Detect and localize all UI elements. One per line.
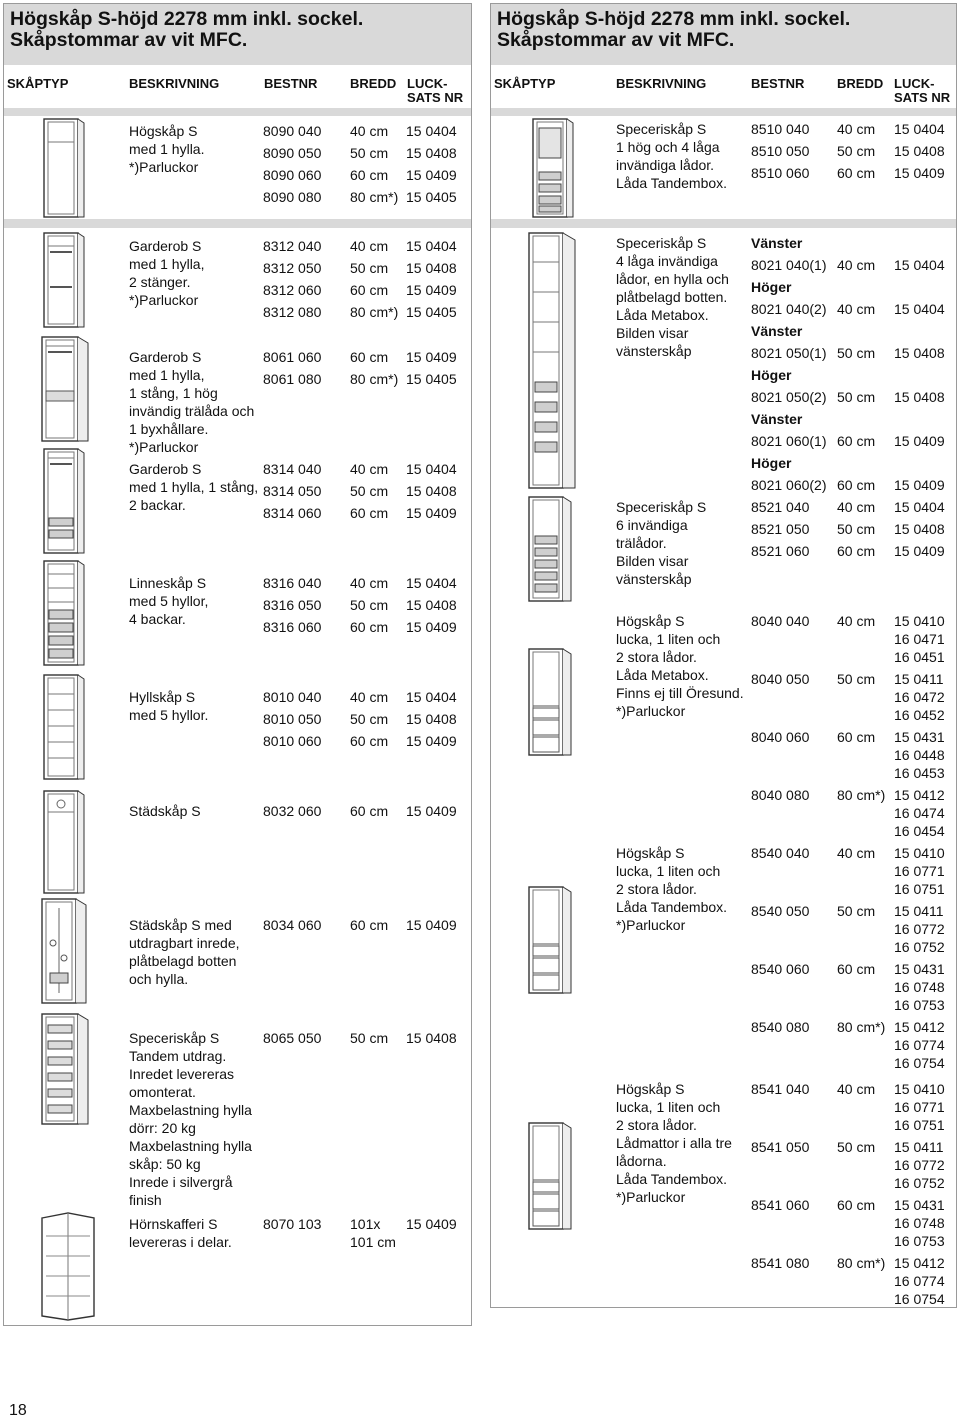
description-line: Speceriskåp S	[616, 121, 707, 137]
description-line: Maxbelastning hylla	[129, 1138, 252, 1154]
width-value: 80 cm*)	[350, 371, 399, 387]
description-line: Låda Metabox.	[616, 307, 709, 323]
door-set-number: 16 0752	[894, 1175, 945, 1191]
width-value: 60 cm	[350, 917, 389, 933]
width-value: 60 cm	[350, 803, 389, 819]
header-lucksats-line2: SATS NR	[407, 90, 464, 105]
description-line: Låda Tandembox.	[616, 899, 728, 915]
width-value: 60 cm	[837, 961, 876, 977]
article-number: 8021 050(1)	[751, 345, 827, 361]
door-set-number: 15 0408	[406, 145, 457, 161]
door-set-number: 16 0451	[894, 649, 945, 665]
header-bredd: BREDD	[837, 76, 884, 91]
article-number: 8090 040	[263, 123, 322, 139]
width-value: 50 cm	[837, 903, 876, 919]
article-number: 8314 060	[263, 505, 322, 521]
door-set-number: 15 0431	[894, 961, 945, 977]
left-column-headers	[3, 65, 472, 108]
article-number: 8316 050	[263, 597, 322, 613]
door-set-number: 15 0411	[894, 671, 944, 687]
door-set-number: 16 0774	[894, 1037, 945, 1053]
width-value: 50 cm	[837, 521, 876, 537]
cabinet-illustration-hogskap-metabox	[527, 648, 575, 758]
article-number: 8010 060	[263, 733, 322, 749]
header-lucksats	[894, 77, 950, 105]
door-set-number: 15 0431	[894, 1197, 945, 1213]
article-number: 8541 060	[751, 1197, 810, 1213]
article-number: 8090 080	[263, 189, 322, 205]
description-line: trälådor.	[616, 535, 667, 551]
article-number: 8061 080	[263, 371, 322, 387]
door-set-number: 16 0771	[894, 863, 945, 879]
article-number: 8040 080	[751, 787, 810, 803]
description-line: 2 stora lådor.	[616, 881, 697, 897]
article-number: 8314 050	[263, 483, 322, 499]
width-value: 80 cm*)	[350, 304, 399, 320]
description-line: Linneskåp S	[129, 575, 207, 591]
door-set-number: 15 0409	[406, 282, 457, 298]
left-panel-title	[3, 3, 472, 65]
description-line: lucka, 1 liten och	[616, 1099, 721, 1115]
description-line: Speceriskåp S	[616, 499, 707, 515]
width-value: 50 cm	[350, 483, 389, 499]
description-line: med 1 hylla,	[129, 256, 205, 272]
width-value: 60 cm	[837, 433, 876, 449]
description-line: dörr: 20 kg	[129, 1120, 196, 1136]
width-value: 40 cm	[837, 1081, 876, 1097]
article-number: 8312 050	[263, 260, 322, 276]
description-line: skåp: 50 kg	[129, 1156, 201, 1172]
right-table-body	[490, 108, 957, 1308]
door-set-number: 16 0453	[894, 765, 945, 781]
description-line: 1 stång, 1 hög	[129, 385, 218, 401]
width-value: 40 cm	[837, 845, 876, 861]
description-line: Garderob S	[129, 349, 202, 365]
width-value: 50 cm	[350, 1030, 389, 1046]
description-line: Lådmattor i alla tre	[616, 1135, 732, 1151]
side-label: Höger	[751, 455, 792, 471]
article-number: 8312 080	[263, 304, 322, 320]
width-value: 60 cm	[350, 167, 389, 183]
title-line: Skåpstommar av vit MFC.	[497, 29, 735, 51]
description-line: *)Parluckor	[129, 159, 199, 175]
article-number: 8040 050	[751, 671, 810, 687]
description-line: Garderob S	[129, 461, 202, 477]
door-set-number: 16 0772	[894, 1157, 945, 1173]
cabinet-illustration-stadskap-utdrag	[40, 898, 90, 1006]
description-line: Maxbelastning hylla	[129, 1102, 252, 1118]
door-set-number: 15 0409	[894, 165, 945, 181]
description-line: 4 backar.	[129, 611, 186, 627]
width-value: 60 cm	[350, 505, 389, 521]
door-set-number: 15 0405	[406, 189, 457, 205]
door-set-number: 15 0412	[894, 787, 945, 803]
article-number: 8021 060(1)	[751, 433, 827, 449]
door-set-number: 16 0754	[894, 1291, 945, 1307]
article-number: 8090 050	[263, 145, 322, 161]
article-number: 8021 060(2)	[751, 477, 827, 493]
cabinet-illustration-speceriskap-metabox	[525, 232, 581, 492]
door-set-number: 16 0754	[894, 1055, 945, 1071]
description-line: Finns ej till Öresund.	[616, 685, 744, 701]
side-label: Vänster	[751, 235, 803, 251]
article-number: 8316 060	[263, 619, 322, 635]
article-number: 8521 060	[751, 543, 810, 559]
width-value: 60 cm	[350, 733, 389, 749]
cabinet-illustration-speceriskap-tandem	[40, 1013, 92, 1127]
width-value: 50 cm	[837, 1139, 876, 1155]
description-line: Garderob S	[129, 238, 202, 254]
width-value: 50 cm	[350, 260, 389, 276]
cabinet-illustration-stadskap	[42, 790, 88, 896]
side-label: Vänster	[751, 411, 803, 427]
door-set-number: 16 0771	[894, 1099, 945, 1115]
description-line: finish	[129, 1192, 162, 1208]
header-bestnr: BESTNR	[751, 76, 805, 91]
header-skaptyp: SKÅPTYP	[494, 76, 556, 91]
door-set-number: 15 0410	[894, 613, 945, 629]
width-value: 50 cm	[350, 597, 389, 613]
description-line: Bilden visar	[616, 553, 689, 569]
header-lucksats-line1: LUCK-	[894, 76, 935, 91]
width-value: 40 cm	[837, 301, 876, 317]
door-set-number: 15 0409	[406, 1216, 457, 1232]
description-line: 1 byxhållare.	[129, 421, 209, 437]
description-line: 6 invändiga	[616, 517, 688, 533]
door-set-number: 15 0409	[406, 349, 457, 365]
door-set-number: 15 0408	[894, 143, 945, 159]
article-number: 8540 080	[751, 1019, 810, 1035]
door-set-number: 16 0774	[894, 1273, 945, 1289]
width-value: 80 cm*)	[837, 1255, 886, 1271]
door-set-number: 15 0412	[894, 1019, 945, 1035]
cabinet-illustration-hogskap	[42, 118, 86, 220]
door-set-number: 15 0404	[406, 238, 457, 254]
door-set-number: 16 0748	[894, 1215, 945, 1231]
article-number: 8541 080	[751, 1255, 810, 1271]
left-table-body	[3, 108, 472, 1326]
article-number: 8070 103	[263, 1216, 322, 1232]
width-value: 40 cm	[837, 499, 876, 515]
door-set-number: 15 0409	[406, 619, 457, 635]
description-line: lucka, 1 liten och	[616, 863, 721, 879]
width-value: 50 cm	[837, 671, 876, 687]
width-value: 40 cm	[837, 613, 876, 629]
width-value: 80 cm*)	[837, 1019, 886, 1035]
article-number: 8510 050	[751, 143, 810, 159]
width-value: 60 cm	[350, 619, 389, 635]
width-value: 80 cm*)	[350, 189, 399, 205]
description-line: vänsterskåp	[616, 571, 692, 587]
cabinet-illustration-hyllskap	[42, 674, 88, 782]
width-value: 40 cm	[350, 689, 389, 705]
width-value: 60 cm	[837, 543, 876, 559]
article-number: 8010 050	[263, 711, 322, 727]
door-set-number: 15 0408	[406, 1030, 457, 1046]
cabinet-illustration-garderob-tralada	[40, 336, 92, 444]
width-value: 40 cm	[350, 123, 389, 139]
article-number: 8312 060	[263, 282, 322, 298]
description-line: Låda Tandembox.	[616, 175, 728, 191]
description-line: Tandem utdrag.	[129, 1048, 227, 1064]
article-number: 8021 040(2)	[751, 301, 827, 317]
description-line: plåtbelagd botten.	[616, 289, 728, 305]
door-set-number: 16 0471	[894, 631, 945, 647]
door-set-number: 15 0408	[406, 483, 457, 499]
width-value: 50 cm	[837, 345, 876, 361]
door-set-number: 16 0751	[894, 1117, 945, 1133]
width-value: 60 cm	[837, 477, 876, 493]
article-number: 8010 040	[263, 689, 322, 705]
width-value: 60 cm	[837, 729, 876, 745]
description-line: Speceriskåp S	[616, 235, 707, 251]
description-line: plåtbelagd botten	[129, 953, 237, 969]
width-value: 60 cm	[837, 165, 876, 181]
header-bestnr: BESTNR	[264, 76, 318, 91]
door-set-number: 15 0404	[894, 499, 945, 515]
title-line: Högskåp S-höjd 2278 mm inkl. sockel.	[10, 8, 364, 30]
width-value: 50 cm	[350, 711, 389, 727]
header-lucksats-line2: SATS NR	[894, 90, 951, 105]
article-number: 8314 040	[263, 461, 322, 477]
header-lucksats-line1: LUCK-	[407, 76, 448, 91]
door-set-number: 15 0409	[894, 477, 945, 493]
description-line: lådorna.	[616, 1153, 667, 1169]
description-line: med 1 hylla.	[129, 141, 205, 157]
article-number: 8040 060	[751, 729, 810, 745]
article-number: 8521 040	[751, 499, 810, 515]
description-line: med 1 hylla, 1 stång,	[129, 479, 259, 495]
door-set-number: 15 0404	[406, 689, 457, 705]
description-line: invändiga lådor.	[616, 157, 715, 173]
description-line: Städskåp S	[129, 803, 201, 819]
header-lucksats	[407, 77, 463, 105]
door-set-number: 15 0411	[894, 903, 944, 919]
article-number: 8510 040	[751, 121, 810, 137]
description-line: Speceriskåp S	[129, 1030, 220, 1046]
side-label: Vänster	[751, 323, 803, 339]
article-number: 8021 040(1)	[751, 257, 827, 273]
door-set-number: 15 0408	[894, 389, 945, 405]
article-number: 8541 040	[751, 1081, 810, 1097]
description-line: Hörnskafferi S	[129, 1216, 218, 1232]
width-value: 40 cm	[837, 257, 876, 273]
description-line: Inredet levereras	[129, 1066, 235, 1082]
description-line: *)Parluckor	[616, 703, 686, 719]
description-line: och hylla.	[129, 971, 189, 987]
description-line: Städskåp S med	[129, 917, 232, 933]
door-set-number: 16 0753	[894, 997, 945, 1013]
description-line: *)Parluckor	[129, 292, 199, 308]
description-line: 2 backar.	[129, 497, 186, 513]
door-set-number: 16 0474	[894, 805, 945, 821]
width-value: 50 cm	[837, 389, 876, 405]
article-number: 8540 050	[751, 903, 810, 919]
cabinet-illustration-garderob-stanger	[42, 232, 86, 330]
door-set-number: 15 0431	[894, 729, 945, 745]
width-value: 50 cm	[350, 145, 389, 161]
door-set-number: 15 0408	[406, 711, 457, 727]
article-number: 8090 060	[263, 167, 322, 183]
description-line: Hyllskåp S	[129, 689, 196, 705]
door-set-number: 15 0408	[894, 521, 945, 537]
description-line: *)Parluckor	[616, 1189, 686, 1205]
title-line: Skåpstommar av vit MFC.	[10, 29, 248, 51]
article-number: 8032 060	[263, 803, 322, 819]
description-line: med 1 hylla,	[129, 367, 205, 383]
right-panel-title	[490, 3, 957, 65]
description-line: Låda Metabox.	[616, 667, 709, 683]
article-number: 8540 040	[751, 845, 810, 861]
door-set-number: 15 0404	[406, 123, 457, 139]
door-set-number: 15 0409	[406, 505, 457, 521]
article-number: 8021 050(2)	[751, 389, 827, 405]
page-number: 18	[9, 1402, 27, 1419]
cabinet-illustration-garderob-backar	[42, 448, 88, 556]
left-catalog-panel	[3, 3, 472, 1326]
description-line: utdragbart inrede,	[129, 935, 240, 951]
width-value: 80 cm*)	[837, 787, 886, 803]
width-value: 60 cm	[350, 282, 389, 298]
side-label: Höger	[751, 367, 792, 383]
description-line: *)Parluckor	[616, 917, 686, 933]
description-line: invändig trälåda och	[129, 403, 255, 419]
description-line: Högskåp S	[616, 1081, 685, 1097]
description-line: Låda Tandembox.	[616, 1171, 728, 1187]
description-line: Bilden visar	[616, 325, 689, 341]
cabinet-illustration-linneskap	[42, 560, 88, 668]
width-value: 101 cm	[350, 1234, 396, 1250]
door-set-number: 16 0472	[894, 689, 945, 705]
article-number: 8065 050	[263, 1030, 322, 1046]
article-number: 8540 060	[751, 961, 810, 977]
cabinet-illustration-hornskafferi	[38, 1212, 98, 1320]
width-value: 101x	[350, 1216, 381, 1232]
article-number: 8316 040	[263, 575, 322, 591]
description-line: med 5 hyllor,	[129, 593, 209, 609]
cabinet-illustration-hogskap-tandembox	[527, 886, 575, 996]
description-line: omonterat.	[129, 1084, 196, 1100]
door-set-number: 15 0404	[894, 121, 945, 137]
door-set-number: 15 0404	[894, 257, 945, 273]
width-value: 40 cm	[350, 238, 389, 254]
door-set-number: 16 0751	[894, 881, 945, 897]
article-number: 8312 040	[263, 238, 322, 254]
description-line: Inrede i silvergrå	[129, 1174, 233, 1190]
door-set-number: 15 0409	[406, 733, 457, 749]
description-line: lådor, en hylla och	[616, 271, 729, 287]
door-set-number: 15 0404	[406, 461, 457, 477]
door-set-number: 15 0408	[406, 260, 457, 276]
door-set-number: 15 0409	[894, 543, 945, 559]
door-set-number: 16 0748	[894, 979, 945, 995]
description-line: 4 låga invändiga	[616, 253, 718, 269]
door-set-number: 15 0404	[406, 575, 457, 591]
header-bredd: BREDD	[350, 76, 397, 91]
door-set-number: 15 0405	[406, 371, 457, 387]
description-line: vänsterskåp	[616, 343, 692, 359]
right-catalog-panel	[490, 3, 957, 1308]
door-set-number: 15 0405	[406, 304, 457, 320]
description-line: med 5 hyllor.	[129, 707, 209, 723]
article-number: 8034 060	[263, 917, 322, 933]
cabinet-illustration-hogskap-ladmattor	[527, 1122, 575, 1232]
description-line: Högskåp S	[616, 845, 685, 861]
width-value: 60 cm	[837, 1197, 876, 1213]
door-set-number: 16 0452	[894, 707, 945, 723]
door-set-number: 15 0409	[406, 803, 457, 819]
door-set-number: 15 0408	[406, 597, 457, 613]
side-label: Höger	[751, 279, 792, 295]
door-set-number: 15 0411	[894, 1139, 944, 1155]
right-column-headers	[490, 65, 957, 108]
door-set-number: 15 0409	[406, 167, 457, 183]
width-value: 60 cm	[350, 349, 389, 365]
article-number: 8541 050	[751, 1139, 810, 1155]
header-beskrivning: BESKRIVNING	[129, 76, 220, 91]
title-line: Högskåp S-höjd 2278 mm inkl. sockel.	[497, 8, 851, 30]
width-value: 40 cm	[350, 461, 389, 477]
door-set-number: 15 0408	[894, 345, 945, 361]
header-skaptyp: SKÅPTYP	[7, 76, 69, 91]
door-set-number: 16 0448	[894, 747, 945, 763]
door-set-number: 15 0409	[406, 917, 457, 933]
door-set-number: 16 0752	[894, 939, 945, 955]
door-set-number: 16 0772	[894, 921, 945, 937]
description-line: Högskåp S	[129, 123, 198, 139]
door-set-number: 15 0409	[894, 433, 945, 449]
description-line: 2 stänger.	[129, 274, 191, 290]
door-set-number: 16 0753	[894, 1233, 945, 1249]
door-set-number: 16 0454	[894, 823, 945, 839]
width-value: 40 cm	[350, 575, 389, 591]
description-line: levereras i delar.	[129, 1234, 232, 1250]
description-line: Högskåp S	[616, 613, 685, 629]
description-line: 2 stora lådor.	[616, 649, 697, 665]
article-number: 8510 060	[751, 165, 810, 181]
article-number: 8521 050	[751, 521, 810, 537]
description-line: *)Parluckor	[129, 439, 199, 455]
description-line: 1 hög och 4 låga	[616, 139, 720, 155]
door-set-number: 15 0404	[894, 301, 945, 317]
door-set-number: 15 0410	[894, 845, 945, 861]
article-number: 8040 040	[751, 613, 810, 629]
width-value: 40 cm	[837, 121, 876, 137]
width-value: 50 cm	[837, 143, 876, 159]
description-line: lucka, 1 liten och	[616, 631, 721, 647]
door-set-number: 15 0412	[894, 1255, 945, 1271]
description-line: 2 stora lådor.	[616, 1117, 697, 1133]
cabinet-illustration-speceriskap-lador	[531, 118, 577, 220]
door-set-number: 15 0410	[894, 1081, 945, 1097]
article-number: 8061 060	[263, 349, 322, 365]
header-beskrivning: BESKRIVNING	[616, 76, 707, 91]
cabinet-illustration-speceriskap-tralador	[527, 496, 575, 604]
